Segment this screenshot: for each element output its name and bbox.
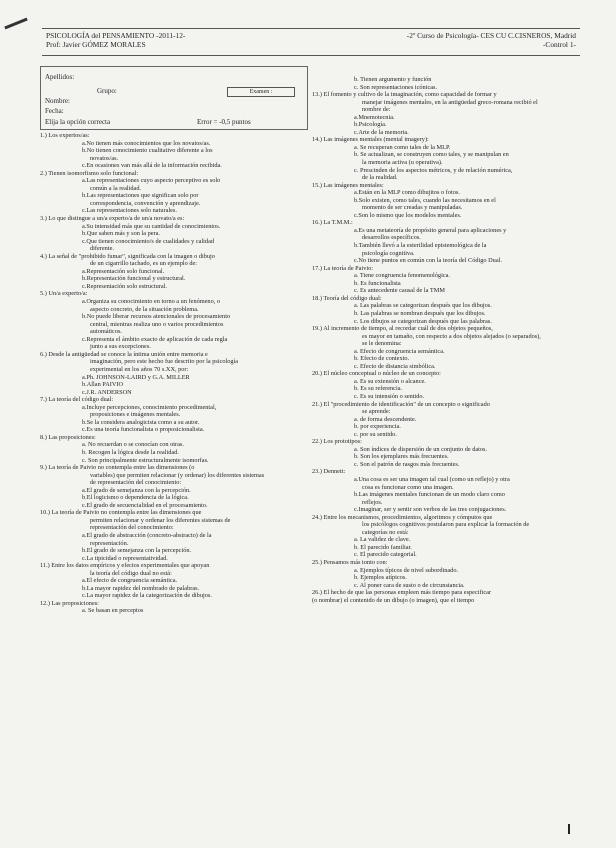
question-line: a. Efecto de congruencia semántica.	[354, 347, 445, 355]
question-line: correspondencia, convención y aprendizaje.	[90, 199, 201, 207]
question-line: a.El grado de abstracción (concreto-abstracto) de la	[82, 531, 212, 539]
question-line: 2.) Tienen isomorfismo solo funcional:	[40, 169, 139, 177]
question-line: a. de forma descendente.	[354, 415, 417, 423]
question-line: 13.) El fomento y cultivo de la imaginación, como capacidad de formar y	[312, 91, 497, 99]
question-line: a.Representación solo funcional.	[82, 267, 165, 275]
question-line: b.Que saben más y son la pera.	[82, 230, 160, 238]
exam-name: -Control 1-	[542, 40, 576, 49]
question-line: b. Es su referencia.	[354, 385, 403, 393]
question-line: b. Son los ejemplares más frecuentes.	[354, 453, 449, 461]
question-line: c. Efecto de distancia simbólica.	[354, 362, 436, 370]
course-title: PSICOLOGÍA del PENSAMIENTO -2011-12-	[46, 31, 186, 40]
question-line: la teoría del código dual no está:	[90, 569, 172, 577]
question-line: c.En ocasiones van más allá de la información recibida.	[82, 162, 222, 170]
question-line: b.No tienen conocimiento cualitativo diferente a los	[82, 147, 213, 155]
question-line: 5.) Un/a experto/a:	[40, 290, 88, 298]
question-line: de representación del conocimiento:	[90, 479, 182, 487]
question-line: común a la realidad.	[90, 184, 142, 192]
question-line: c.Es una teoría funcionalista o proposicionalista.	[82, 426, 205, 434]
question-line: a.El efecto de congruencia semántica.	[82, 577, 178, 585]
question-line: a.No tienen más conocimientos que los novatos/as.	[82, 139, 211, 147]
question-line: b. Efecto de contexto.	[354, 355, 410, 363]
question-line: aspecto concreto, de la situación problema.	[90, 305, 199, 313]
question-line: c. Es antecedente causal de la TMM	[354, 287, 445, 295]
right-question-column	[312, 76, 578, 604]
question-line: c. Prescinden de los aspectos métricos, y de relación numérica,	[354, 166, 513, 174]
question-line: c.El grado de secuencialidad en el procesamiento.	[82, 501, 208, 509]
question-line: 19.) Al incremento de tiempo, al recordar cuál de dos objetos pequeños,	[312, 325, 493, 333]
question-line: b. Se actualizan, se construyen como tales, y se manipulan en	[354, 151, 509, 159]
question-line: momento de ser creadas y manipuladas.	[362, 204, 463, 212]
question-line: b.Solo existen, como tales, cuando las necesitamos en el	[354, 196, 496, 204]
question-line: 21.) El "procedimiento de identificación" de un concepto o significado	[312, 400, 490, 408]
question-line: 15.) Las imágenes mentales:	[312, 181, 384, 189]
professor: Prof: Javier GÓMEZ MORALES	[46, 40, 146, 49]
question-line: b.Las representaciones que significan solo por	[82, 192, 199, 200]
question-line: a.Una cosa es ser una imagen tal cual (como un reflejo) y otra	[354, 475, 510, 483]
question-line: central, mientras realiza uno o varios procedimientos	[90, 320, 224, 328]
question-line: 25.) Pensamos más tonto con:	[312, 559, 388, 566]
question-line: c.La mayor rapidez de la categorización de dibujos.	[82, 592, 212, 600]
question-line: representación.	[90, 539, 129, 547]
question-line: a. Es su extensión o alcance.	[354, 377, 426, 385]
question-line: b.No puede liberar recursos atencionales de procesamiento	[82, 313, 231, 321]
question-line: a. Tiene congruencia fenomenológica.	[354, 272, 450, 280]
question-line: c. Son representaciones icónicas.	[354, 83, 438, 91]
header-left	[46, 31, 185, 49]
question-line: de la realidad.	[362, 174, 398, 182]
question-line: a. La validez de clave.	[354, 536, 411, 544]
instructions: Elija la opción correcta	[45, 118, 111, 126]
question-line: se aprende:	[362, 408, 391, 416]
question-line: a.Es una metateoría de propósito general para aplicaciones y	[354, 226, 507, 234]
question-line: b.El logicismo o dependencia de la lógica.	[82, 494, 189, 502]
question-line: b. por experiencia.	[354, 423, 401, 431]
question-line: la memoria activa (u operativa).	[362, 159, 443, 167]
apellidos-label: Apellidos:	[45, 73, 75, 81]
question-line: 9.) La teoría de Paivio no contempla entre las dimensiones (o	[40, 464, 195, 472]
question-line: a. No recuerdan o se conocían con otras.	[82, 441, 184, 449]
question-line: b. Ejemplos atípicos.	[354, 574, 407, 582]
question-line: c.Imaginar, ser y sentir son verbos de las tres conjugaciones.	[354, 506, 507, 514]
question-line: b. Recogen la lógica desde la realidad.	[82, 448, 179, 456]
question-line: a.Las representaciones cuyo aspecto perceptivo es solo	[82, 177, 221, 185]
question-line: 20.) El núcleo conceptual o núcleo de un concepto:	[312, 370, 441, 378]
question-line: a. Ejemplos típicos de nivel subordinado.	[354, 566, 459, 574]
question-line: c.Las representaciones solo naturales.	[82, 207, 177, 215]
question-line: 26.) El hecho de que las personas empleen más tiempo para especificar	[312, 589, 492, 597]
question-line: automáticos.	[90, 328, 123, 336]
question-line: b.El grado de semejanza con la percepción.	[82, 547, 192, 555]
left-question-column	[40, 132, 306, 615]
question-line: nombre de:	[362, 106, 391, 114]
question-line: 10.) La teoría de Paivio no contempla entre las dimensiones que	[40, 509, 202, 517]
question-line: 16.) La T.M.M.:	[312, 219, 353, 227]
question-line: 22.) Los prototipos:	[312, 438, 362, 446]
question-line: b.Representación funcional y estructural.	[82, 275, 186, 283]
question-line: psicología cognitiva.	[362, 249, 415, 257]
question-line: 3.) Lo que distingue a un/a experto/a de un/a novato/a es:	[40, 215, 185, 223]
question-line: 7.) La teoría del código dual:	[40, 396, 114, 404]
question-line: a. Las palabras se categorizan después que los dibujos.	[354, 302, 492, 310]
header-right	[407, 31, 576, 49]
question-line: c.Representa el ámbito exacto de aplicación de cada regla	[82, 335, 228, 343]
nombre-label: Nombre:	[45, 97, 70, 105]
question-line: c. Son el patrón de rasgos más frecuentes.	[354, 460, 460, 468]
question-line: b. Tienen argumento y función	[354, 76, 432, 83]
question-line: de un cigarrillo tachado, es un ejemplo de:	[90, 260, 198, 268]
question-line: b.Se la considera analogicista como a su autor.	[82, 418, 200, 426]
question-line: experimental en los años 70 s.XX, por:	[90, 365, 189, 373]
question-line: b.La mayor rapidez del nombrado de palabras.	[82, 584, 200, 592]
question-line: a.Están en la MLP como dibujitos o fotos.	[354, 189, 460, 197]
question-line: a. Se recuperan como tales de la MLP.	[354, 143, 451, 151]
question-line: a.Organiza su conocimiento en torno a un fenómeno, o	[82, 298, 221, 306]
page-mark	[568, 824, 570, 834]
question-line: categorías no está:	[362, 528, 409, 536]
question-line: b.También llevó a la esterilidad epistemológica de la	[354, 242, 487, 250]
question-line: los psicólogos cognitivos postularon para explicar la formación de	[362, 521, 530, 529]
question-line: se le denomina:	[362, 340, 402, 348]
exam-header	[42, 28, 580, 56]
question-line: c.Son lo mismo que los modelos mentales.	[354, 211, 462, 219]
question-line: c. Es su intensión o sentido.	[354, 392, 425, 400]
question-line: permiten relacionar y ordenar los diferentes sistemas de	[90, 516, 231, 524]
question-line: desarrollos específicos.	[362, 234, 421, 242]
question-line: c.Arte de la memoria.	[354, 128, 409, 136]
question-line: c. Al poner cara de susto o de circunstancia.	[354, 581, 465, 589]
question-line: 17.) La teoría de Paivio:	[312, 264, 374, 272]
question-line: a.El grado de semejanza con la percepción.	[82, 486, 191, 494]
question-line: b.Psicología.	[354, 121, 387, 129]
question-line: a.Su intensidad más que su cantidad de conocimientos.	[82, 222, 221, 230]
question-line: (o nombrar) el contenido de un dibujo (o imagen), que el tiempo	[312, 596, 475, 604]
question-line: 24.) Entre los mecanismos, procedimientos, algoritmos y cómputos que	[312, 513, 493, 521]
question-line: a.Incluye percepciones, conocimiento procedimental,	[82, 403, 217, 411]
question-line: 12.) Las proposiciones:	[40, 599, 99, 607]
question-line: 4.) La señal de "prohibido fumar", significada con la imagen o dibujo	[40, 252, 215, 260]
question-line: c. por su sentido.	[354, 430, 397, 438]
question-line: c. Son principalmente estructuralmente isomorfas.	[82, 456, 209, 464]
question-line: 1.) Los expertos/as:	[40, 132, 90, 139]
error-rule: Error = -0,5 puntos	[197, 118, 251, 126]
question-line: a. Son índices de dispersión de un conjunto de datos.	[354, 445, 488, 453]
question-line: 11.) Entre los datos empíricos y efectos experimentales que apoyan	[40, 562, 210, 570]
question-line: 18.) Teoría del código dual:	[312, 294, 382, 302]
question-line: novatos/as.	[90, 154, 119, 162]
question-line: c. El parecido categorial.	[354, 551, 417, 559]
question-line: c.Que tienen conocimiento/s de cualidades y calidad	[82, 237, 215, 245]
question-line: b. El parecido familiar.	[354, 543, 412, 551]
question-line: c.J.R. ANDERSON	[82, 388, 132, 396]
question-line: b. Es funcionalista	[354, 279, 401, 287]
question-line: 23.) Dennett:	[312, 468, 346, 476]
scan-mark	[4, 18, 27, 30]
question-line: b.Allan PAIVIO	[82, 381, 124, 389]
question-line: a.Mnemotecnia.	[354, 113, 395, 121]
question-line: c.La tipicidad o representatividad.	[82, 554, 168, 562]
question-line: reflejos.	[362, 498, 383, 506]
question-line: imaginación, pero este hecho fue descrito por la psicología	[90, 358, 239, 366]
question-line: c.No tiene puntos en común con la teoría del Código Dual.	[354, 257, 502, 265]
fecha-label: Fecha:	[45, 107, 64, 115]
question-line: 14.) Las imágenes mentales (mental imagery):	[312, 136, 429, 144]
question-line: 8.) Las proposiciones:	[40, 433, 96, 441]
question-line: es mayor en tamaño, con respecto a dos objetos alejados (o separados),	[362, 332, 541, 340]
question-line: variables) que permiten relacionar (y ordenar) los diferentes sistemas	[90, 471, 265, 479]
question-line: b.Las imágenes mentales funcionan de un modo claro como	[354, 491, 505, 499]
exam-code-box: Examen :	[227, 87, 295, 97]
question-line: manejar imágenes mentales, en la antigüedad greco-romana recibió el	[362, 98, 538, 106]
question-line: a. Se basan en perceptos	[82, 607, 144, 615]
question-line: c.Representación solo estructural.	[82, 282, 167, 290]
student-form	[40, 66, 308, 130]
question-line: junto a sus excepciones.	[90, 343, 151, 351]
question-line: 6.) Desde la antigüedad se conoce la íntima unión entre memoria e	[40, 350, 208, 358]
grupo-label: Grupo:	[97, 87, 117, 95]
question-line: a.Ph. JOHNSON-LAIRD y G.A. MILLER	[82, 373, 190, 381]
question-line: proposiciones e imágenes mentales.	[90, 411, 181, 419]
question-line: c. Los dibujos se categorizan después que las palabras.	[354, 317, 492, 325]
question-line: diferente.	[90, 245, 114, 253]
center-name: -2º Curso de Psicología- CES CU C.CISNEROS, Madrid	[406, 31, 576, 40]
question-line: cosa es funcionar como una imagen.	[362, 483, 454, 491]
question-line: b. Las palabras se nombran después que los dibujos.	[354, 309, 486, 317]
question-line: representación del conocimiento:	[90, 524, 174, 532]
